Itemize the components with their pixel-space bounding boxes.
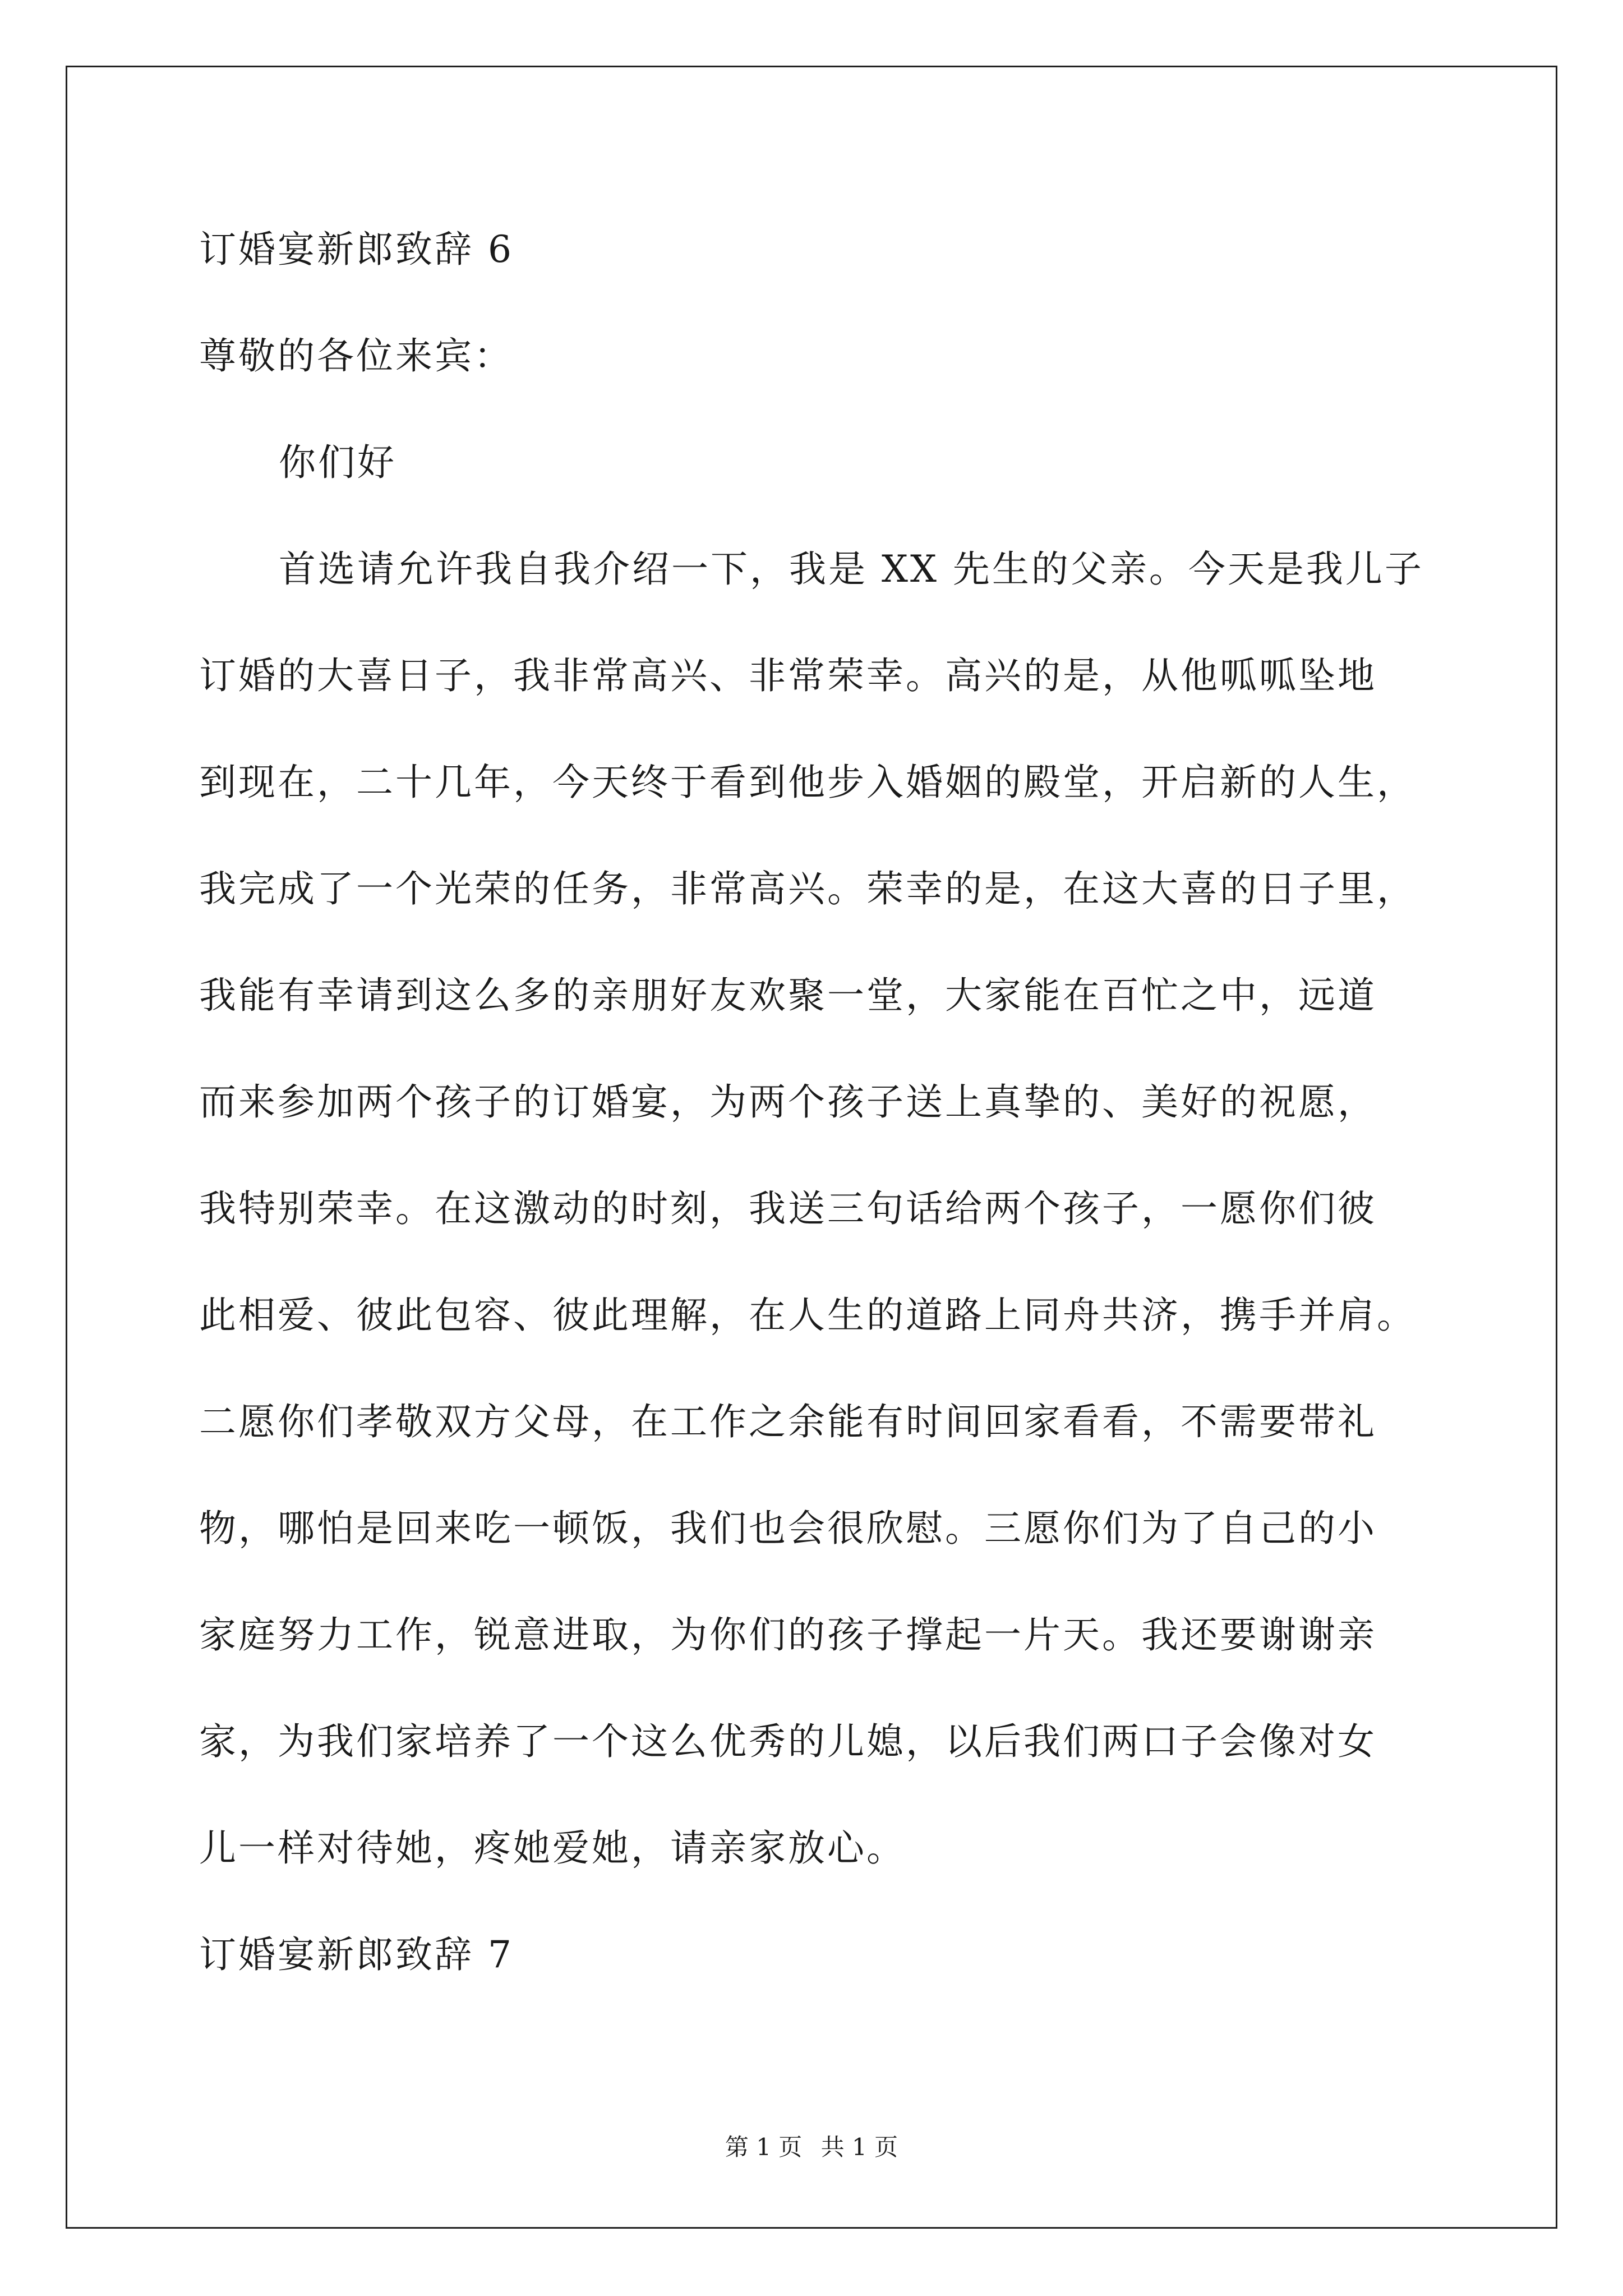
section-heading: 订婚宴新郎致辞 6 [199,228,514,271]
paragraph-line: 此相爱、彼此包容、彼此理解，在人生的道路上同舟共济，携手并肩。 [199,1294,1416,1337]
page-number: 第 1 页 [725,2133,803,2161]
paragraph-line: 首选请允许我自我介绍一下，我是 XX 先生的父亲。今天是我儿子 [279,547,1424,591]
paragraph-line: 二愿你们孝敬双方父母，在工作之余能有时间回家看看，不需要带礼 [199,1400,1377,1443]
paragraph-line: 儿一样对待她，疼她爱她，请亲家放心。 [199,1826,906,1870]
greeting: 你们好 [279,441,396,484]
paragraph-line: 物，哪怕是回来吃一顿饭，我们也会很欣慰。三愿你们为了自己的小 [199,1507,1377,1550]
paragraph-line: 家庭努力工作，锐意进取，为你们的孩子撑起一片天。我还要谢谢亲 [199,1613,1377,1657]
paragraph-line: 家，为我们家培养了一个这么优秀的儿媳，以后我们两口子会像对女 [199,1720,1377,1763]
page-count: 共 1 页 [820,2133,898,2161]
page-frame [66,66,1557,2229]
paragraph-line: 订婚的大喜日子，我非常高兴、非常荣幸。高兴的是，从他呱呱坠地 [199,654,1377,697]
section-heading: 订婚宴新郎致辞 7 [199,1933,514,1976]
paragraph-line: 我完成了一个光荣的任务，非常高兴。荣幸的是，在这大喜的日子里， [199,867,1416,910]
paragraph-line: 我能有幸请到这么多的亲朋好友欢聚一堂，大家能在百忙之中，远道 [199,974,1377,1017]
page-footer [0,2131,1623,2164]
paragraph-line: 而来参加两个孩子的订婚宴，为两个孩子送上真挚的、美好的祝愿， [199,1080,1377,1124]
salutation: 尊敬的各位来宾： [199,334,513,378]
paragraph-line: 到现在，二十几年，今天终于看到他步入婚姻的殿堂，开启新的人生， [199,761,1416,804]
paragraph-line: 我特别荣幸。在这激动的时刻，我送三句话给两个孩子，一愿你们彼 [199,1187,1377,1230]
